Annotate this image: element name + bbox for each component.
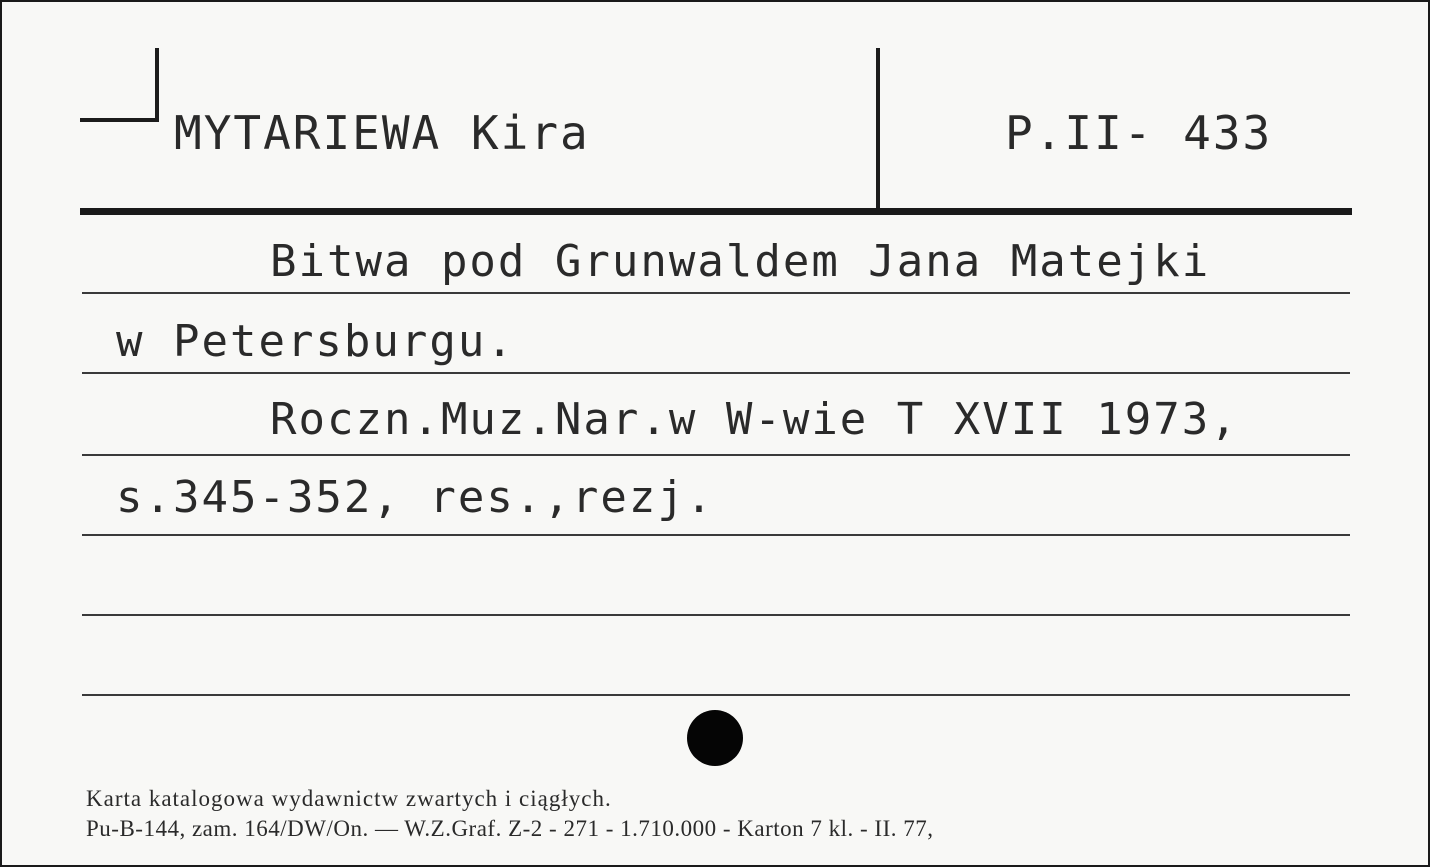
footer-print-info: Pu-B-144, zam. 164/DW/On. — W.Z.Graf. Z-2 - 271 - 1.710.000 - Karton 7 kl. - II. 77,: [86, 816, 934, 841]
ruled-line: [82, 454, 1350, 456]
call-number: P.II- 433: [1005, 106, 1273, 160]
title-line-2: w Petersburgu.: [116, 316, 515, 367]
source-line-1: Roczn.Muz.Nar.w W-wie T XVII 1973,: [270, 394, 1239, 445]
corner-mark-horizontal: [80, 118, 159, 122]
ruled-line: [82, 694, 1350, 696]
ruled-line: [82, 534, 1350, 536]
ruled-line: [82, 372, 1350, 374]
punch-hole: [687, 710, 743, 766]
corner-mark-vertical: [155, 48, 159, 120]
source-line-2: s.345-352, res.,rezj.: [116, 472, 715, 523]
header-divider: [876, 48, 880, 208]
author-heading: MYTARIEWA Kira: [174, 106, 590, 160]
ruled-line: [82, 292, 1350, 294]
ruled-line: [82, 614, 1350, 616]
title-line-1: Bitwa pod Grunwaldem Jana Matejki: [270, 236, 1211, 287]
header-rule: [80, 208, 1352, 215]
footer-form-title: Karta katalogowa wydawnictw zwartych i ciągłych.: [86, 786, 612, 811]
